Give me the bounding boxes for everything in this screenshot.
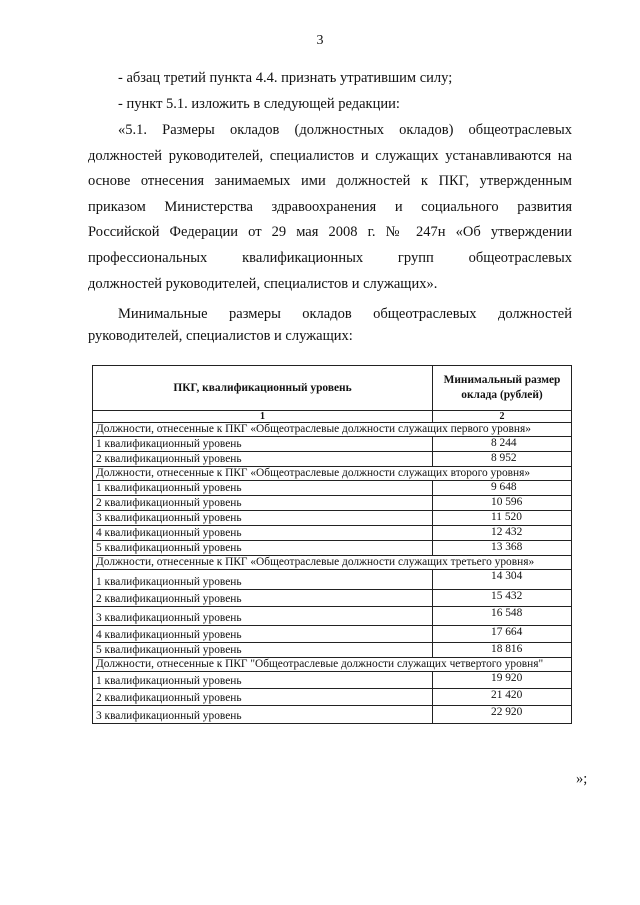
table-row [93,496,572,511]
salary-value: 14 304 [433,570,572,590]
qualification-level: 1 квалификационный уровень [93,481,433,496]
salary-value: 16 548 [433,607,572,626]
table-row [93,607,572,626]
group-row [93,467,572,481]
salary-value: 18 816 [433,643,572,658]
qualification-level: 3 квалификационный уровень [93,511,433,526]
table-row [93,689,572,706]
table-row [93,570,572,590]
paragraph-minimal-salaries-last-line: руководителей, специалистов и служащих: [88,328,353,344]
salary-value: 9 648 [433,481,572,496]
column-number-2: 2 [433,411,572,423]
salary-value: 13 368 [433,541,572,556]
salary-value: 8 952 [433,452,572,467]
table-row [93,511,572,526]
salary-value: 15 432 [433,590,572,607]
table-row [93,672,572,689]
group-row [93,658,572,672]
qualification-level: 2 квалификационный уровень [93,590,433,607]
intro-item-2: - пункт 5.1. изложить в следующей редакции: [118,96,400,112]
qualification-level: 2 квалификационный уровень [93,496,433,511]
salary-value: 11 520 [433,511,572,526]
salary-value: 22 920 [433,706,572,724]
salary-value: 10 596 [433,496,572,511]
table-row [93,590,572,607]
qualification-level: 5 квалификационный уровень [93,643,433,658]
table-row [93,541,572,556]
qualification-level: 3 квалификационный уровень [93,706,433,724]
column-header-min-salary: Минимальный размер оклада (рублей) [433,366,572,411]
qualification-level: 1 квалификационный уровень [93,437,433,452]
group-row [93,423,572,437]
qualification-level: 5 квалификационный уровень [93,541,433,556]
page-number: 3 [316,33,324,48]
salary-table [92,365,572,724]
paragraph-minimal-salaries: Минимальные размеры окладов общеотраслевых должностей [118,306,572,322]
table-row [93,626,572,643]
salary-value: 8 244 [433,437,572,452]
column-header-pkg: ПКГ, квалификационный уровень [93,366,433,411]
table-row [93,526,572,541]
salary-value: 12 432 [433,526,572,541]
table-row [93,437,572,452]
intro-item-1: - абзац третий пункта 4.4. признать утратившим силу; [118,70,453,86]
table-row [93,481,572,496]
salary-table-body [93,423,572,724]
table-row [93,643,572,658]
salary-value: 21 420 [433,689,572,706]
salary-value: 19 920 [433,672,572,689]
qualification-level: 1 квалификационный уровень [93,672,433,689]
group-title: Должности, отнесенные к ПКГ "Общеотраслевые должности служащих четвертого уровня" [93,658,572,672]
qualification-level: 4 квалификационный уровень [93,626,433,643]
paragraph-main-last-line: должностей руководителей, специалистов и служащих». [88,276,438,292]
paragraph-main: «5.1. Размеры окладов (должностных окладов) общеотраслевых должностей руководителей, специалистов и служащих устанавливаются на основе отнесения занимаемых ими должностей к ПКГ, утвержденным приказом Министерства здравоохранения и социального развития Российской Федерации от 29 мая 2008 г. № 247н «Об утверждении профессиональных квалификационных групп общеотраслевых [88,122,572,266]
qualification-level: 2 квалификационный уровень [93,689,433,706]
closing-quote: »; [576,771,588,787]
qualification-level: 3 квалификационный уровень [93,607,433,626]
qualification-level: 1 квалификационный уровень [93,570,433,590]
qualification-level: 2 квалификационный уровень [93,452,433,467]
table-row [93,706,572,724]
salary-value: 17 664 [433,626,572,643]
group-title: Должности, отнесенные к ПКГ «Общеотраслевые должности служащих первого уровня» [93,423,572,437]
group-title: Должности, отнесенные к ПКГ «Общеотраслевые должности служащих второго уровня» [93,467,572,481]
group-row [93,556,572,570]
table-row [93,452,572,467]
group-title: Должности, отнесенные к ПКГ «Общеотраслевые должности служащих третьего уровня» [93,556,572,570]
qualification-level: 4 квалификационный уровень [93,526,433,541]
column-number-1: 1 [93,411,433,423]
